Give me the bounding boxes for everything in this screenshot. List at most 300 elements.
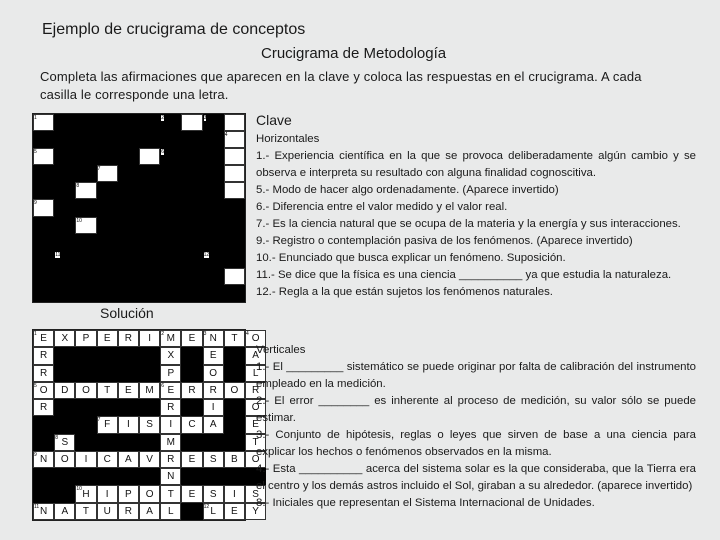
solution-letter: R — [124, 505, 132, 517]
clue-item: 11.- Se dice que la física es una ciencia __________ ya que estudia la naturaleza. — [256, 269, 672, 281]
solution-letter: E — [188, 333, 196, 345]
black-cell — [33, 234, 54, 251]
solution-letter: L — [252, 367, 259, 379]
black-cell — [203, 285, 224, 302]
solution-cell — [203, 365, 224, 382]
black-cell — [97, 365, 118, 382]
black-cell — [54, 365, 75, 382]
solution-cell — [203, 382, 224, 399]
solution-cell — [224, 503, 245, 520]
solution-cell — [75, 451, 96, 468]
solution-letter: R — [167, 402, 175, 414]
black-cell — [139, 165, 160, 182]
solution-letter: S — [209, 454, 217, 466]
clue-item: 12.- Regla a la que están sujetos los fenómenos naturales. — [256, 286, 553, 298]
black-cell — [224, 399, 245, 416]
solution-cell — [181, 485, 202, 502]
black-cell — [75, 285, 96, 302]
clue-item: 2.- El error ________ es inherente al proceso de medición, su valor sólo se puede estimar. — [256, 395, 696, 424]
black-cell — [181, 165, 202, 182]
solution-letter: M — [145, 384, 154, 396]
solution-letter: R — [124, 333, 132, 345]
solution-letter: E — [188, 488, 196, 500]
black-cell — [118, 365, 139, 382]
black-cell — [33, 165, 54, 182]
verticales-heading: Verticales — [256, 344, 306, 356]
solution-letter: O — [209, 367, 218, 379]
black-cell — [33, 285, 54, 302]
clue-item: 4.- Esta __________ acerca del sistema solar es la que consideraba, que la Tierra era el centro y los demás astros incluido el Sol, giraban a su alrededor. (aparece invertido) — [256, 463, 696, 492]
black-cell — [54, 268, 75, 285]
solution-clue-number: 3 — [203, 331, 207, 337]
crossword-cell[interactable] — [224, 114, 245, 131]
black-cell — [75, 365, 96, 382]
black-cell — [75, 468, 96, 485]
solution-cell — [75, 382, 96, 399]
black-cell — [118, 399, 139, 416]
solution-cell — [181, 451, 202, 468]
black-cell — [160, 234, 181, 251]
black-cell — [181, 131, 202, 148]
verticales-list — [256, 359, 696, 512]
solution-cell — [139, 330, 160, 347]
black-cell — [118, 217, 139, 234]
solution-cell — [97, 382, 118, 399]
solution-cell — [160, 416, 181, 433]
black-cell — [33, 434, 54, 451]
clue-item: 8.- Iniciales que representan el Sistema Internacional de Unidades. — [256, 497, 595, 509]
black-cell — [54, 114, 75, 131]
solution-letter: I — [127, 419, 130, 431]
black-cell — [97, 199, 118, 216]
empty-crossword-grid — [32, 113, 246, 303]
black-cell — [160, 131, 181, 148]
solution-letter: P — [82, 333, 90, 345]
solution-letter: I — [84, 454, 88, 466]
clue-item: 7.- Es la ciencia natural que se ocupa de la materia y la energía y sus interacciones. — [256, 218, 681, 230]
clue-number: 10 — [76, 217, 82, 224]
solution-cell — [224, 330, 245, 347]
clue-number: 11 — [55, 251, 61, 258]
solution-letter: O — [145, 488, 154, 500]
solution-cell — [181, 416, 202, 433]
black-cell — [181, 399, 202, 416]
solution-clue-number: 7 — [97, 417, 101, 424]
solution-clue-number: 10 — [76, 486, 82, 493]
solution-letter: O — [230, 384, 239, 396]
black-cell — [181, 234, 202, 251]
solution-cell — [224, 382, 245, 399]
black-cell — [97, 285, 118, 302]
black-cell — [203, 217, 224, 234]
solution-letter: N — [167, 471, 175, 483]
black-cell — [203, 131, 224, 148]
clue-item: 10.- Enunciado que busca explicar un fenómeno. Suposición. — [256, 252, 566, 264]
solution-letter: I — [148, 333, 151, 345]
black-cell — [181, 182, 202, 199]
black-cell — [54, 234, 75, 251]
solution-letter: R — [39, 367, 48, 379]
black-cell — [33, 217, 54, 234]
solution-letter: E — [103, 333, 111, 345]
black-cell — [181, 347, 202, 364]
solution-clue-number: 2 — [161, 331, 164, 337]
solution-letter: U — [103, 505, 111, 517]
solution-letter: L — [168, 505, 174, 517]
solution-letter: B — [231, 454, 238, 466]
solution-letter: E — [231, 505, 238, 517]
black-cell — [33, 485, 54, 502]
solution-letter: N — [39, 505, 48, 517]
black-cell — [75, 251, 96, 268]
black-cell — [139, 347, 160, 364]
clue-item: 6.- Diferencia entre el valor medido y el valor real. — [256, 201, 508, 213]
black-cell — [181, 199, 202, 216]
crossword-cell[interactable] — [224, 148, 245, 165]
solution-letter: L — [210, 505, 216, 517]
solution-letter: Y — [252, 505, 259, 517]
solution-cell — [160, 451, 181, 468]
solution-letter: H — [82, 488, 90, 500]
solution-letter: M — [166, 333, 175, 345]
solution-cell — [75, 503, 96, 520]
solution-letter: I — [211, 402, 215, 414]
black-cell — [75, 199, 96, 216]
black-cell — [139, 234, 160, 251]
solution-cell — [54, 330, 75, 347]
black-cell — [160, 165, 181, 182]
black-cell — [160, 182, 181, 199]
solution-letter: I — [233, 488, 236, 500]
black-cell — [160, 285, 181, 302]
clue-number: 1 — [34, 115, 37, 121]
black-cell — [203, 268, 224, 285]
black-cell — [118, 165, 139, 182]
solution-cell — [33, 365, 54, 382]
solution-cell — [33, 399, 54, 416]
solution-letter: E — [252, 419, 259, 431]
solution-cell — [118, 451, 139, 468]
clue-number: 9 — [34, 200, 37, 207]
black-cell — [139, 131, 160, 148]
black-cell — [160, 217, 181, 234]
black-cell — [139, 468, 160, 485]
solution-cell — [160, 434, 181, 451]
black-cell — [33, 251, 54, 268]
page-title: Ejemplo de crucigrama de conceptos — [42, 21, 306, 38]
black-cell — [75, 148, 96, 165]
black-cell — [97, 217, 118, 234]
clue-item: 5.- Modo de hacer algo ordenadamente. (Aparece invertido) — [256, 184, 559, 196]
black-cell — [224, 217, 245, 234]
black-cell — [224, 285, 245, 302]
black-cell — [75, 114, 96, 131]
horizontales-list — [256, 148, 696, 301]
black-cell — [139, 251, 160, 268]
black-cell — [118, 114, 139, 131]
black-cell — [181, 268, 202, 285]
instructions-text: Completa las afirmaciones que aparecen en la clave y coloca las respuestas en el crucigrama. A cada casilla le corresponde una letra. — [40, 69, 642, 102]
clave-heading: Clave — [256, 112, 292, 128]
clue-item: 9.- Registro o contemplación pasiva de los fenómenos. (Aparece invertido) — [256, 235, 633, 247]
black-cell — [97, 268, 118, 285]
clue-number: 3 — [203, 115, 207, 121]
solution-cell — [224, 485, 245, 502]
crossword-cell[interactable] — [224, 268, 245, 285]
black-cell — [75, 268, 96, 285]
clue-number: 6 — [161, 149, 164, 156]
black-cell — [160, 268, 181, 285]
solution-cell — [54, 382, 75, 399]
black-cell — [224, 199, 245, 216]
solution-letter: O — [251, 333, 260, 345]
clave-section — [256, 111, 696, 301]
black-cell — [224, 468, 245, 485]
solution-cell — [181, 382, 202, 399]
solution-cell — [118, 503, 139, 520]
solution-cell — [139, 485, 160, 502]
solution-letter: X — [167, 350, 175, 362]
black-cell — [203, 148, 224, 165]
solution-label: Solución — [100, 305, 154, 321]
black-cell — [97, 234, 118, 251]
solution-clue-number: 12 — [203, 503, 210, 510]
clue-number: 4 — [224, 132, 228, 139]
solution-cell — [33, 347, 54, 364]
solution-cell — [203, 416, 224, 433]
solution-clue-number: 8 — [55, 434, 58, 441]
black-cell — [118, 347, 139, 364]
black-cell — [118, 148, 139, 165]
black-cell — [33, 182, 54, 199]
solution-clue-number: 1 — [34, 331, 37, 337]
solution-clue-number: 6 — [161, 382, 164, 389]
solution-clue-number: 5 — [34, 382, 37, 389]
black-cell — [139, 399, 160, 416]
solution-cell — [181, 330, 202, 347]
solution-clue-number: 9 — [34, 451, 37, 458]
black-cell — [97, 251, 118, 268]
solution-letter: P — [125, 488, 132, 500]
solution-letter: A — [125, 454, 132, 466]
clue-item: 1.- Experiencia científica en la que se provoca deliberadamente algún cambio y se observa e interpreta su resultado con alguna finalidad cognoscitiva. — [256, 150, 696, 179]
solution-cell — [160, 503, 181, 520]
black-cell — [54, 416, 75, 433]
black-cell — [118, 285, 139, 302]
clue-item: 1.- El _________ sistemático se puede originar por falta de calibración del instrumento empleado en la medición. — [256, 361, 696, 390]
solution-cell — [97, 330, 118, 347]
black-cell — [33, 268, 54, 285]
solution-cell — [139, 416, 160, 433]
black-cell — [54, 199, 75, 216]
black-cell — [97, 347, 118, 364]
black-cell — [160, 251, 181, 268]
solution-letter: S — [209, 488, 217, 500]
solution-letter: O — [82, 384, 90, 396]
verticales-section — [256, 342, 696, 512]
black-cell — [118, 199, 139, 216]
black-cell — [181, 503, 202, 520]
solution-clue-number: 11 — [34, 503, 40, 510]
black-cell — [203, 434, 224, 451]
solution-letter: V — [146, 454, 153, 466]
solution-letter: S — [61, 436, 69, 448]
solution-cell — [139, 451, 160, 468]
black-cell — [181, 434, 202, 451]
black-cell — [118, 131, 139, 148]
solution-letter: R — [188, 384, 196, 396]
black-cell — [139, 285, 160, 302]
black-cell — [75, 131, 96, 148]
solution-letter: I — [169, 419, 173, 431]
black-cell — [203, 165, 224, 182]
black-cell — [54, 285, 75, 302]
solution-cell — [54, 503, 75, 520]
black-cell — [224, 434, 245, 451]
black-cell — [54, 131, 75, 148]
black-cell — [97, 399, 118, 416]
solution-letter: O — [251, 454, 260, 466]
solution-letter: E — [188, 454, 196, 466]
black-cell — [33, 416, 54, 433]
black-cell — [75, 416, 96, 433]
black-cell — [203, 182, 224, 199]
black-cell — [97, 114, 118, 131]
solution-cell — [97, 451, 118, 468]
solution-cell — [97, 485, 118, 502]
black-cell — [118, 182, 139, 199]
black-cell — [139, 217, 160, 234]
black-cell — [54, 182, 75, 199]
solution-letter: R — [209, 384, 217, 396]
black-cell — [139, 182, 160, 199]
black-cell — [75, 234, 96, 251]
solution-letter: N — [39, 454, 48, 466]
black-cell — [118, 234, 139, 251]
solution-letter: T — [167, 488, 174, 500]
solution-cell — [118, 485, 139, 502]
black-cell — [181, 251, 202, 268]
solution-letter: F — [104, 419, 111, 431]
solution-letter: I — [105, 488, 109, 500]
black-cell — [75, 434, 96, 451]
solution-cell — [224, 451, 245, 468]
solution-cell — [203, 399, 224, 416]
solution-cell — [160, 468, 181, 485]
solution-letter: O — [60, 454, 69, 466]
solution-letter: A — [146, 505, 153, 517]
solution-letter: A — [61, 505, 69, 517]
black-cell — [54, 468, 75, 485]
black-cell — [160, 199, 181, 216]
black-cell — [224, 251, 245, 268]
black-cell — [54, 165, 75, 182]
solution-letter: R — [167, 454, 175, 466]
black-cell — [118, 268, 139, 285]
solution-letter: N — [209, 333, 217, 345]
crossword-cell[interactable] — [224, 165, 245, 182]
black-cell — [54, 399, 75, 416]
solution-clue-number: 4 — [246, 331, 249, 337]
black-cell — [54, 485, 75, 502]
black-cell — [224, 234, 245, 251]
black-cell — [75, 165, 96, 182]
solution-letter: A — [209, 419, 217, 431]
black-cell — [181, 148, 202, 165]
solution-cell — [203, 485, 224, 502]
solution-cell — [75, 330, 96, 347]
solution-letter: E — [167, 384, 175, 396]
solution-letter: C — [103, 454, 111, 466]
crossword-cell[interactable] — [224, 182, 245, 199]
clue-number: 7 — [97, 166, 101, 173]
solution-cell — [160, 399, 181, 416]
solution-letter: X — [61, 333, 69, 345]
black-cell — [118, 434, 139, 451]
black-cell — [139, 114, 160, 131]
black-cell — [139, 365, 160, 382]
black-cell — [181, 217, 202, 234]
black-cell — [118, 251, 139, 268]
black-cell — [54, 347, 75, 364]
solution-cell — [160, 347, 181, 364]
solution-letter: A — [252, 350, 259, 362]
black-cell — [203, 468, 224, 485]
crossword-cell[interactable] — [139, 148, 160, 165]
solution-letter: O — [251, 402, 260, 414]
black-cell — [224, 365, 245, 382]
solved-crossword-grid — [32, 329, 260, 521]
solution-cell — [139, 503, 160, 520]
solution-letter: E — [40, 333, 47, 345]
black-cell — [33, 131, 54, 148]
black-cell — [224, 416, 245, 433]
solution-cell — [160, 485, 181, 502]
solution-letter: T — [231, 333, 238, 345]
solution-letter: P — [167, 367, 175, 379]
solution-letter: R — [39, 350, 48, 362]
solution-letter: O — [39, 384, 48, 396]
clue-number: 8 — [76, 183, 80, 190]
black-cell — [139, 268, 160, 285]
solution-letter: M — [166, 436, 175, 448]
black-cell — [181, 365, 202, 382]
solution-letter: C — [188, 419, 196, 431]
black-cell — [139, 199, 160, 216]
clue-number: 12 — [203, 251, 210, 258]
solution-letter: E — [209, 350, 217, 362]
black-cell — [97, 182, 118, 199]
black-cell — [203, 234, 224, 251]
solution-cell — [160, 365, 181, 382]
black-cell — [97, 468, 118, 485]
clue-number: 2 — [161, 115, 164, 121]
clue-number: 5 — [34, 149, 37, 156]
horizontales-heading: Horizontales — [256, 133, 320, 145]
solution-letter: S — [146, 419, 153, 431]
black-cell — [203, 199, 224, 216]
black-cell — [97, 434, 118, 451]
solution-cell — [118, 382, 139, 399]
crossword-cell[interactable] — [181, 114, 202, 131]
black-cell — [54, 217, 75, 234]
black-cell — [118, 468, 139, 485]
crossword-subtitle: Crucigrama de Metodología — [261, 45, 447, 62]
solution-letter: T — [104, 384, 111, 396]
solution-letter: R — [251, 384, 260, 396]
black-cell — [181, 285, 202, 302]
clue-item: 3.- Conjunto de hipótesis, reglas o leyes que sirven de base a una ciencia para explicar los hechos o fenómenos observados en la misma. — [256, 429, 696, 458]
